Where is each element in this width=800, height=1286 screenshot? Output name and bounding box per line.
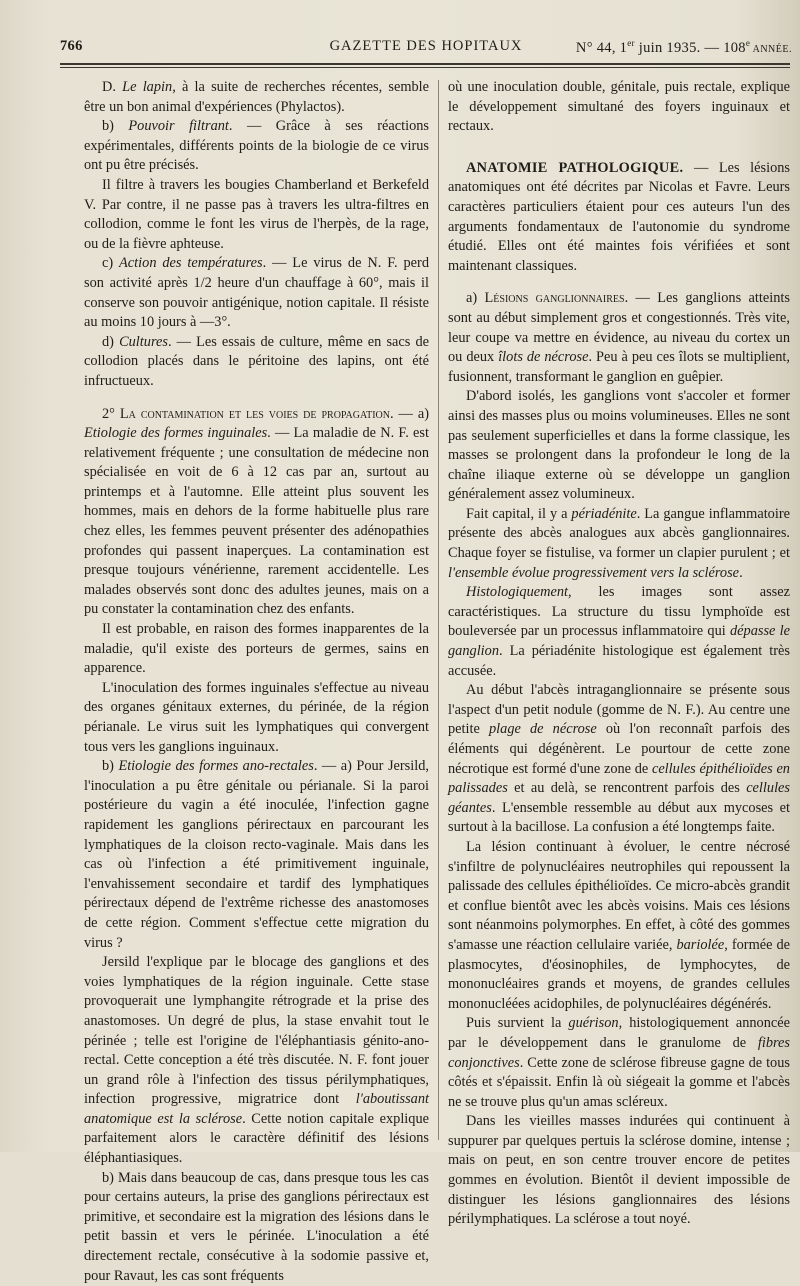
paragraph: b) Mais dans beaucoup de cas, dans presque tous les cas pour certains auteurs, la prise des ganglions périrectaux est primitive, et secondaire est la migration des lésions dans le petit bassin et vers le périnée. L'inoculation a été directement rectale, consécutive à la sodomie passive et, pour Ravaut, les cas sont fréquents xyxy=(84,1169,429,1284)
paragraph: Jersild l'explique par le blocage des ganglions et des voies lymphatiques de la région inguinale. Cette stase provoquerait une lymphangite rétrograde et la prise des anastomoses. Un degré de plus, la stase envahit tout le périnée ; telle est l'origine de l'éléphantiasis génito-ano-rectal. Cette conception a été très discutée. N. F. font jouer un grand rôle à l'infection des tissus périlymphatiques, infection progressive, migratrice dont l'aboutissant anatomique est la sclérose. Cette notion capitale explique parfaitement alors le caractère définitif des lésions éléphantiasiques. xyxy=(84,954,429,1167)
paragraph: Histologiquement, les images sont assez caractéristiques. La structure du tissu lymphoïde est bouleversée par un processus inflammatoire qui dépasse le ganglion. La périadénite histologique est également très accusée. xyxy=(448,584,790,679)
paragraph: Fait capital, il y a périadénite. La gangue inflammatoire présente des abcès analogues aux abcès ganglionnaires. Chaque foyer se fistulise, va former un clapier purulent ; et l'ensemble évolue progressivement vers la sclérose. xyxy=(448,505,790,581)
paragraph: d) Cultures. — Les essais de culture, même en sacs de collodion placés dans le péritoine des lapins, ont été infructueux. xyxy=(84,333,429,389)
paragraph: Dans les vieilles masses indurées qui continuent à suppurer par quelques pertuis la sclérose domine, intense ; mais on peut, en son centre trouver encore de petites gommes en évolution. Bientôt il devient impossible de distinguer les lésions ganglionnaires des lésions périlymphatiques. La sclérose a tout noyé. xyxy=(448,1113,790,1228)
column-divider xyxy=(438,80,439,1140)
section-paragraph: ANATOMIE PATHOLOGIQUE. — Les lésions anatomiques ont été décrites par Nicolas et Favre. Leurs caractères particuliers étaient pour ces auteurs l'un des arguments fondamentaux de l'autonomie du syndrome étudié. Elles ont été maintes fois vérifiées et sont maintenant classiques. xyxy=(448,159,790,274)
left-column xyxy=(84,78,430,1284)
header-rule-thin xyxy=(60,67,790,68)
section-heading: ANATOMIE PATHOLOGIQUE. xyxy=(466,159,684,176)
paragraph: c) Action des températures. — Le virus de N. F. perd son activité après 1/2 heure d'un chauffage à 60°, mais il conserve son pouvoir antigénique, notion capitale. Il résiste au moins 10 jours à —3°. xyxy=(84,255,429,331)
paragraph: Au début l'abcès intraganglionnaire se présente sous l'aspect d'un petit nodule (gomme de N. F.). Au centre une petite plage de nécrose où l'on reconnaît parfois des éléments qui dégénèrent. Le pourtour de cette zone nécrotique est formé d'une zone de cellules épithélioïdes en palissades et au delà, se rencontrent parfois des cellules géantes. L'ensemble ressemble au début aux mycoses et surtout à la bacillose. La confusion a été longtemps faite. xyxy=(448,682,790,836)
right-column xyxy=(448,78,790,1228)
paragraph: Il est probable, en raison des formes inapparentes de la maladie, qu'il existe des porteurs de germes, sains en apparence. xyxy=(84,621,429,677)
paragraph: L'inoculation des formes inguinales s'effectue au niveau des organes génitaux externes, du périnée, de la région périanale. Le virus suit les lymphatiques qui convergent tous vers les ganglions inguinaux. xyxy=(84,679,429,755)
journal-title: GAZETTE DES HOPITAUX xyxy=(329,38,523,54)
running-header xyxy=(60,38,792,58)
paragraph: D. Le lapin, à la suite de recherches récentes, semble être un bon animal d'expériences (Phylactos). xyxy=(84,79,430,115)
paragraph: La lésion continuant à évoluer, le centre nécrosé s'infiltre de polynucléaires neutrophiles qui repoussent la palissade des cellules épithélioïdes. Ce micro-abcès grandit et conflue bientôt avec les abcès voisins. Mais ces lésions sont néanmoins polymorphes. En effet, à côté des gommes s'amasse une réaction cellulaire variée, bariolée, formée de plasmocytes, d'éosinophiles, de lymphocytes, de mononucléaires grands et moyens, de grandes cellules mononucléées acidophiles, de polynucléaires dégénérés. xyxy=(448,838,790,1012)
page-number: 766 xyxy=(60,38,83,54)
section-heading: La contamination et les voies de propagation xyxy=(119,405,390,422)
header-rule xyxy=(60,63,790,65)
paragraph: où une inoculation double, génitale, puis rectale, explique le développement simultané des foyers inguinaux et rectaux. xyxy=(448,79,790,135)
subsection-heading: Lésions ganglionnaires xyxy=(484,290,625,307)
paragraph: b) Pouvoir filtrant. — Grâce à ses réactions expérimentales, différents points de la biologie de ce virus ont pu être précisés. xyxy=(84,118,429,174)
paragraph: Il filtre à travers les bougies Chamberland et Berkefeld V. Par contre, il ne passe pas à travers les ultra-filtres en collodion, comme le font les virus de l'herpès, de la rage, ou de la fièvre aphteuse. xyxy=(84,176,429,252)
paragraph: Puis survient la guérison, histologiquement annoncée par le développement dans le granulome de fibres conjonctives. Cette zone de sclérose fibreuse gagne de tous côtés et s'épaissit. Enfin là où siégeait la gomme et l'abcès ne se trouve plus qu'un amas scléreux. xyxy=(448,1015,790,1110)
paragraph: b) Etiologie des formes ano-rectales. — a) Pour Jersild, l'inoculation a pu être génitale ou périanale. Si la paroi postérieure du vagin a été inoculée, l'infection gagne rapidement les ganglions périrectaux en parcourant les lymphatiques de la cloison recto-vaginale. Mais dans les cas où l'infection a été primitivement inguinale, l'envahissement secondaire et tardif des lymphatiques périrectaux dépend de l'extrême richesse des anastomoses de cette région. Comment s'effectue cette migration du virus ? xyxy=(84,758,429,951)
paragraph: a) Lésions ganglionnaires. — Les ganglions atteints sont au début simplement gros et congestionnés. Très vite, leur coupe va mettre en évidence, au niveau du cortex un ou deux îlots de nécrose. Peu à peu ces îlots se multiplient, fusionnent, transformant le ganglion en guêpier. xyxy=(448,290,790,385)
issue-info: N° 44, 1er juin 1935. — 108e ANNÉE. xyxy=(575,38,792,56)
paragraph: D'abord isolés, les ganglions vont s'accoler et former ainsi des masses plus ou moins volumineuses. Elles ne sont pas seulement superficielles et dans la forme classique, les masses se prolongent dans la profondeur le long de la chaîne iliaque externe où se développe un ganglion généralement assez volumineux. xyxy=(448,388,790,503)
section-paragraph: 2° La contamination et les voies de propagation. — a) Etiologie des formes inguinales. — La maladie de N. F. est relativement fréquente ; une consultation de médecine non spécialisée en voit de 6 à 12 cas par an, surtout au printemps et à l'automne. Elle atteint plus souvent les hommes, mais en dehors de la forme habituelle plus rare chez elles, les femmes peuvent présenter des adénopathies profondes qui passent inaperçues. La contamination est presque toujours vénérienne, rarement accidentelle. Les malades observés sont donc des adultes jeunes, mais on a pu constater la contamination chez des enfants. xyxy=(84,405,429,618)
